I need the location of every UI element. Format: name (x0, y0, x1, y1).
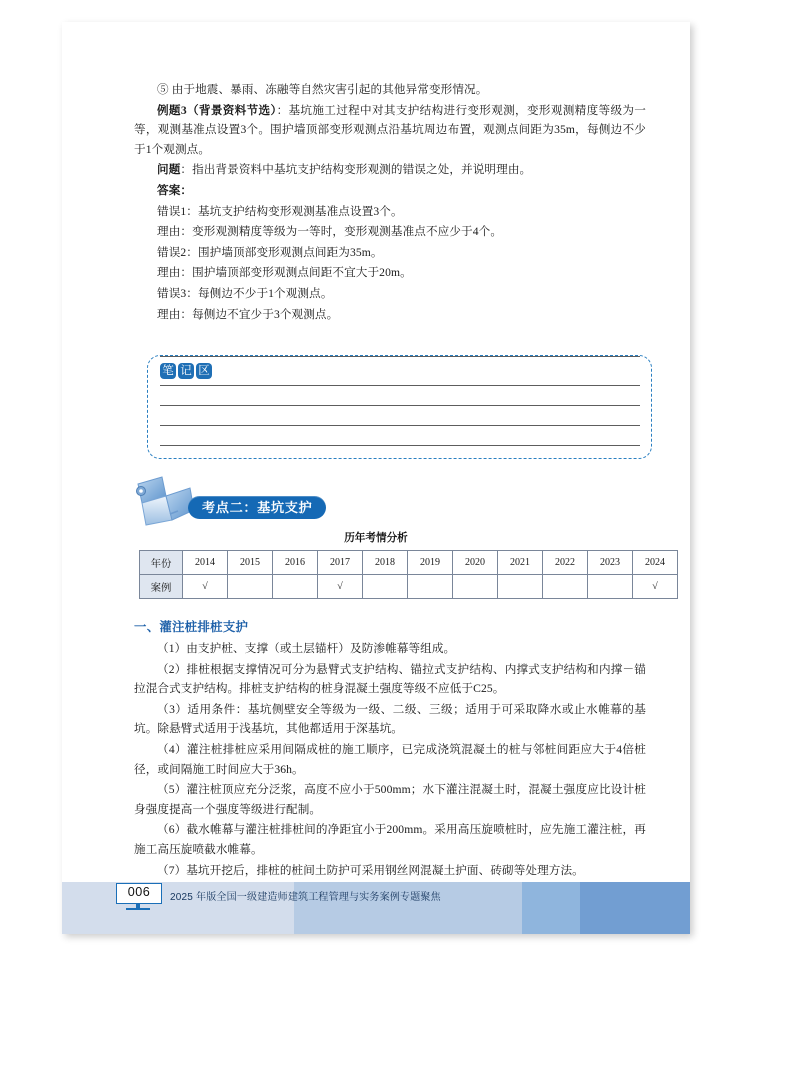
mark-cell: √ (183, 575, 228, 599)
year-cell: 2024 (633, 551, 678, 575)
footer-bar-segment (522, 882, 580, 934)
answer-label: 答案： (157, 183, 193, 197)
year-cell: 2023 (588, 551, 633, 575)
year-cell: 2022 (543, 551, 588, 575)
mark-cell (228, 575, 273, 599)
answer-line: 理由：变形观测精度等级为一等时，变形观测基准点不应少于4个。 (157, 225, 503, 239)
note-writing-line (160, 385, 640, 386)
table-row-cases (140, 575, 678, 599)
table-row-years (140, 551, 678, 575)
year-cell: 2017 (318, 551, 363, 575)
mark-cell (453, 575, 498, 599)
kaodian-heading (132, 474, 432, 532)
mark-cell (588, 575, 633, 599)
answer-line: 错误2：围护墙顶部变形观测点间距为35m。 (157, 245, 383, 259)
note-writing-line (160, 405, 640, 406)
section-heading: 一、灌注桩排桩支护 (134, 620, 249, 634)
mark-cell (363, 575, 408, 599)
notes-box[interactable] (147, 355, 652, 459)
year-cell: 2020 (453, 551, 498, 575)
footer-bar-segment (580, 882, 690, 934)
notes-label-char: 笔 (160, 363, 176, 379)
section-item: （4）灌注桩排桩应采用间隔成桩的施工顺序，已完成浇筑混凝土的桩与邻桩间距应大于4倍桩径，或间隔施工时间应大于36h。 (134, 742, 646, 776)
section-item: （6）截水帷幕与灌注桩排桩间的净距宜小于200mm。采用高压旋喷桩时，应先施工灌注桩，再施工高压旋喷截水帷幕。 (134, 823, 646, 856)
page-footer (62, 882, 690, 934)
section-item: （3）适用条件：基坑侧壁安全等级为一级、二级、三级；适用于可采取降水或止水帷幕的基坑。除悬臂式适用于浅基坑，其他都适用于深基坑。 (134, 702, 646, 736)
footer-title: 2025 年版全国一级建造师建筑工程管理与实务案例专题聚焦 (170, 892, 441, 903)
mark-cell (273, 575, 318, 599)
page-number-stand-base (126, 908, 150, 910)
section-item: （7）基坑开挖后，排桩的桩间土防护可采用钢丝网混凝土护面、砖砌等处理方法。 (157, 863, 584, 877)
notes-label-char: 区 (196, 363, 212, 379)
question-paragraph (134, 160, 646, 180)
mark-cell: √ (633, 575, 678, 599)
year-cell: 2016 (273, 551, 318, 575)
year-cell: 2018 (363, 551, 408, 575)
year-cell: 2015 (228, 551, 273, 575)
notes-label (160, 363, 212, 379)
mark-cell (498, 575, 543, 599)
section-item: （5）灌注桩顶应充分泛浆，高度不应小于500mm；水下灌注混凝土时，混凝土强度应比设计桩身强度提高一个强度等级进行配制。 (134, 783, 646, 816)
section-item: （2）排桩根据支撑情况可分为悬臂式支护结构、锚拉式支护结构、内撑式支护结构和内撑－锚拉混合式支护结构。排桩支护结构的桩身混凝土强度等级不应低于C25。 (134, 662, 646, 696)
exam-table-title: 历年考情分析 (344, 532, 408, 544)
example-paragraph (134, 101, 646, 160)
answer-line: 错误1：基坑支护结构变形观测基准点设置3个。 (157, 204, 403, 218)
answer-line: 理由：每侧边不宜少于3个观测点。 (157, 307, 339, 321)
note-writing-line (160, 445, 640, 446)
row-header-case: 案例 (140, 575, 183, 599)
section-body (134, 617, 646, 881)
item-5: ⑤ 由于地震、暴雨、冻融等自然灾害引起的其他异常变形情况。 (157, 83, 488, 96)
section-item: （1）由支护桩、支撑（或土层锚杆）及防渗帷幕等组成。 (157, 642, 456, 655)
page-sheet (62, 22, 690, 934)
year-cell: 2014 (183, 551, 228, 575)
year-cell: 2021 (498, 551, 543, 575)
page-inner (62, 22, 690, 934)
top-text-block (134, 80, 646, 325)
mark-cell: √ (318, 575, 363, 599)
question-label: 问题 (157, 163, 181, 177)
page-number: 006 (116, 883, 162, 904)
row-header-year: 年份 (140, 551, 183, 575)
answer-line: 理由：围护墙顶部变形观测点间距不宜大于20m。 (157, 266, 412, 280)
note-writing-line (160, 356, 640, 357)
note-writing-line (160, 425, 640, 426)
year-cell: 2019 (408, 551, 453, 575)
example-label: 例题3（背景资料节选） (157, 103, 277, 117)
answer-line: 错误3：每侧边不少于1个观测点。 (157, 286, 333, 300)
exam-year-table (139, 550, 678, 599)
kaodian-title-pill: 考点二：基坑支护 (188, 496, 326, 519)
mark-cell (543, 575, 588, 599)
example-body: ：基坑施工过程中对其支护结构进行变形观测，变形观测精度等级为一等，观测基准点设置3个。围护墙顶部变形观测点沿基坑周边布置，观测点间距为35m，每侧边不少于1个观测点。 (134, 103, 646, 156)
mark-cell (408, 575, 453, 599)
question-body: ：指出背景资料中基坑支护结构变形观测的错误之处，并说明理由。 (180, 163, 532, 177)
notes-label-char: 记 (178, 363, 194, 379)
